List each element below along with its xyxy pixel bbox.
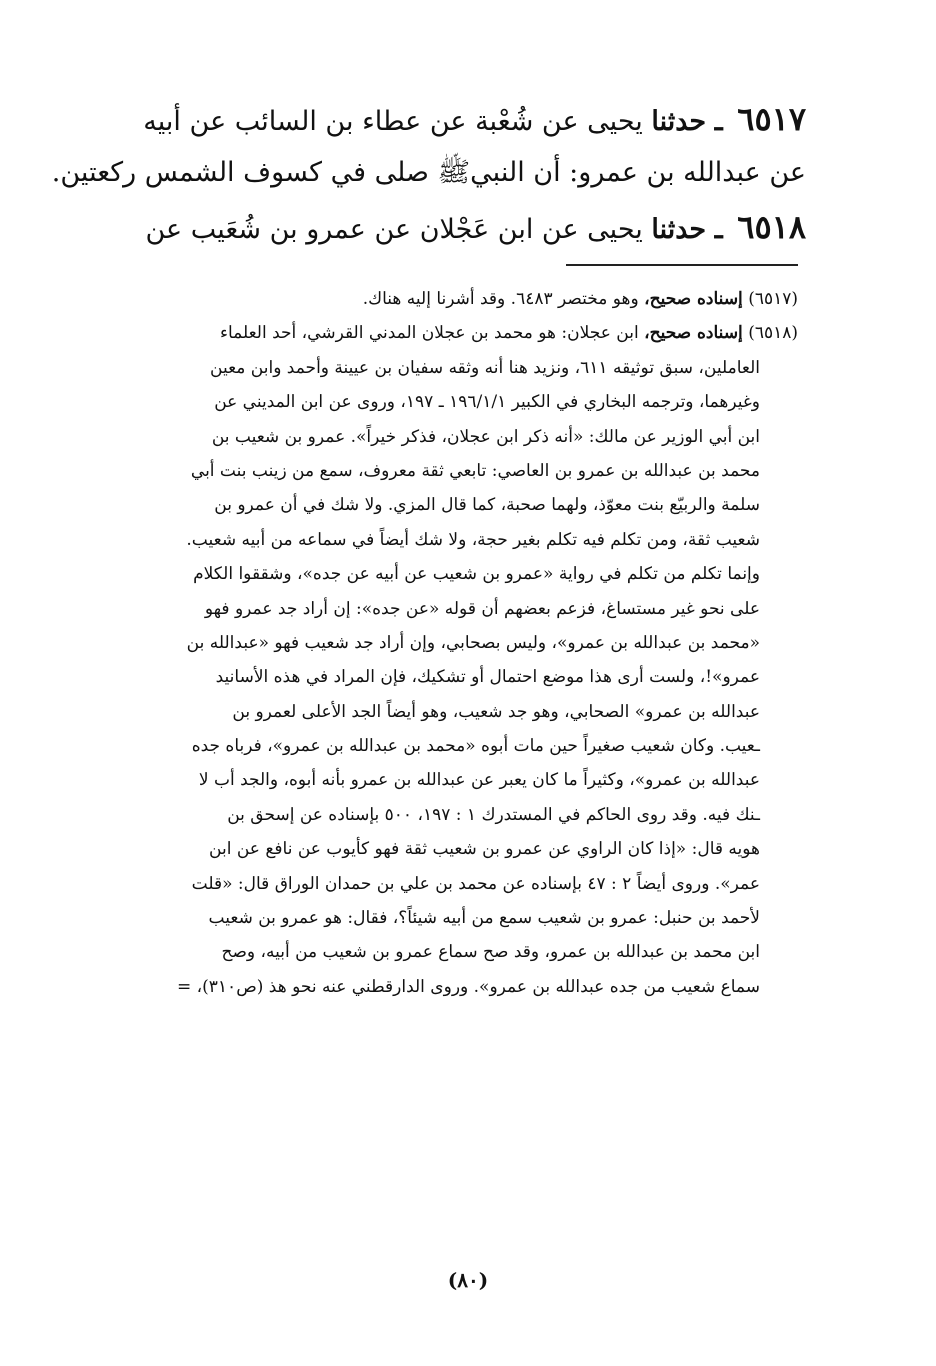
footnote-line: على نحو غير مستساغ، فزعم بعضهم أن قوله «عن جده»: إن أراد جد عمرو فهو [204, 598, 760, 619]
footnote-text: وهو مختصر ٦٤٨٣. وقد أشرنا إليه هناك. [362, 289, 639, 309]
hadith-dash: ـ [714, 214, 723, 245]
footnote-line: سماع شعيب من جده عبدالله بن عمرو». وروى الدارقطني عنه نحو هذ (ص٣١٠)، = [177, 976, 760, 997]
hadith-number: ٦٥١٧ [737, 100, 806, 138]
footnote-divider [566, 264, 798, 266]
footnote-line: سلمة والربيّع بنت معوّذ، ولهما صحبة، كما قال المزي. ولا شك في أن عمرو بن [214, 495, 760, 516]
hadith-lead: حدثنا [651, 214, 707, 245]
footnote-line: لأحمد بن حنبل: عمرو بن شعيب سمع من أبيه شيئاً؟، فقال: هو عمرو بن شعيب [208, 908, 760, 929]
footnote-grade: إسناده صحيح، [644, 289, 743, 309]
footnote-grade: إسناده صحيح، [644, 323, 743, 344]
hadith-dash: ـ [714, 106, 723, 137]
hadith-6517-line-2: عن عبدالله بن عمرو: أن النبيﷺ صلى في كسوف الشمس ركعتين. [51, 157, 806, 188]
footnote-line: ـنك فيه. وقد روى الحاكم في المستدرك ١ : ١٩٧، ٥٠٠ بإسناده عن إسحق بن [227, 804, 760, 825]
page-number: (٨٠) [447, 1268, 489, 1292]
footnote-6518-first-line [108, 316, 798, 350]
footnote-text: ابن عجلان: هو محمد بن عجلان المدني القرشي، أحد العلماء [219, 323, 639, 344]
footnote-number: (٦٥١٨) [748, 323, 798, 344]
footnote-line: محمد بن عبدالله بن عمرو بن العاصي: تابعي ثقة معروف، سمع من زينب بنت أبي [190, 460, 760, 481]
footnote-number: (٦٥١٧) [748, 289, 798, 309]
footnote-line: عمر». وروى أيضاً ٢ : ٤٧ بإسناده عن محمد بن علي بن حمدان الوراق قال: «قلت [191, 873, 760, 894]
footnote-6517 [108, 282, 798, 316]
hadith-number: ٦٥١٨ [737, 208, 806, 246]
footnote-line: وغيرهما، وترجمه البخاري في الكبير ١٩٦/١/١ ـ ١٩٧، وروى عن ابن المديني عن [214, 392, 760, 413]
footnote-line: ـعيب. وكان شعيب صغيراً حين مات أبوه «محمد بن عبدالله بن عمرو»، فرباه جده [191, 736, 760, 757]
footnote-line: هويه قال: «إذا كان الراوي عن عمرو بن شعيب ثقة فهو كأيوب عن نافع عن ابن [209, 839, 760, 860]
hadith-6518-line-1 [116, 200, 806, 254]
footnote-line: عبدالله بن عمرو» الصحابي، وهو جد شعيب، وهو أيضاً الجد الأعلى لعمرو بن [232, 701, 760, 722]
footnote-line: عبدالله بن عمرو»، وكثيراً ما كان يعبر عن عبدالله بن عمرو بأنه أبوه، والجد أب لا [198, 770, 760, 791]
footnotes [108, 282, 798, 1004]
footnote-line: وإنما تكلم من تكلم في رواية «عمرو بن شعيب عن أبيه عن جده»، وشققوا الكلام [193, 564, 760, 585]
hadith-lead: حدثنا [651, 106, 707, 137]
footnote-line: ابن أبي الوزير عن مالك: «أنه ذكر ابن عجلان، فذكر خيراً». عمرو بن شعيب بن [211, 426, 760, 447]
hadith-text-span: يحيى عن شُعْبة عن عطاء بن السائب عن أبيه [143, 106, 643, 137]
hadith-6517-line-1 [116, 92, 806, 146]
footnote-line: ابن محمد بن عبدالله بن عمرو، وقد صح سماع عمرو بن شعيب من أبيه، وصح [221, 942, 760, 963]
hadith-text-span: يحيى عن ابن عَجْلان عن عمرو بن شُعَيب عن [145, 214, 643, 245]
footnote-line: شعيب ثقة، ومن تكلم فيه تكلم بغير حجة، ولا شك أيضاً في سماعه من أبيه شعيب. [186, 529, 760, 550]
hadith-text [51, 92, 806, 254]
footnote-line: عمرو»!، ولست أرى هذا موضع احتمال أو تشكيك، فإن المراد في هذه الأسانيد [215, 667, 760, 688]
footnote-line: «محمد بن عبدالله بن عمرو»، وليس بصحابي، وإن أراد جد شعيب فهو «عبدالله بن [186, 632, 760, 653]
footnote-line: العاملين، سبق توثيقه ٦١١، ونزيد هنا أنه وثقه سفيان بن عيينة وأحمد وابن معين [210, 357, 760, 378]
